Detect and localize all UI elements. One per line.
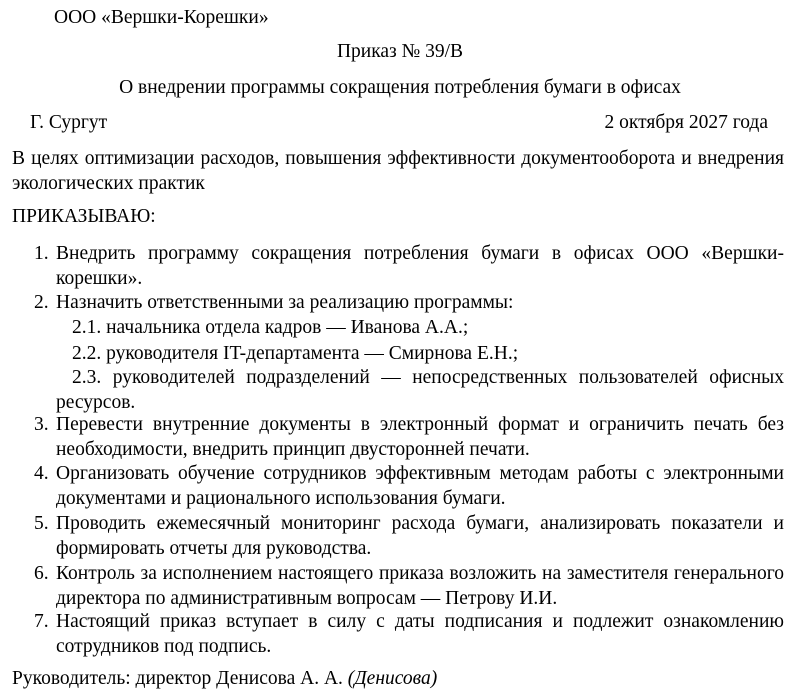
item-number: 7. bbox=[34, 611, 49, 632]
list-item bbox=[0, 290, 800, 315]
list-item bbox=[0, 461, 800, 511]
item-text: Контроль за исполнением настоящего приказа возложить на заместителя генерального директора по административным вопросам — Петрову И.И. bbox=[56, 563, 784, 609]
item-number: 4. bbox=[34, 463, 49, 484]
company-name: ООО «Вершки-Корешки» bbox=[54, 7, 269, 28]
subitem: 2.3. руководителей подразделений — непосредственных пользователей офисных ресурсов. bbox=[56, 367, 784, 413]
list-item bbox=[0, 561, 800, 611]
list-item bbox=[0, 511, 800, 561]
item-text: Организовать обучение сотрудников эффективным методам работы с электронными документами и рационального использования бумаги. bbox=[56, 463, 784, 509]
list-item bbox=[0, 412, 800, 462]
item-number: 3. bbox=[34, 414, 49, 435]
item-text: Настоящий приказ вступает в силу с даты подписания и подлежит ознакомлению сотрудников под подпись. bbox=[56, 611, 784, 657]
handwritten-signature: (Денисова) bbox=[347, 668, 438, 689]
order-subject: О внедрении программы сокращения потребления бумаги в офисах bbox=[119, 77, 681, 98]
order-title: Приказ № 39/В bbox=[336, 41, 464, 62]
list-item bbox=[0, 609, 800, 659]
list-item bbox=[0, 241, 800, 291]
item-text: Назначить ответственными за реализацию программы: bbox=[56, 292, 514, 313]
signature-label: Руководитель: директор Денисова А. А. bbox=[12, 668, 343, 689]
item-number: 2. bbox=[34, 292, 49, 313]
subitem: 2.2. руководителя IT-департамента — Смирнова Е.Н.; bbox=[72, 343, 519, 364]
subitem: 2.1. начальника отдела кадров — Иванова А.А.; bbox=[72, 317, 469, 338]
item-number: 1. bbox=[34, 243, 49, 264]
signature-line bbox=[12, 667, 437, 691]
item-text: Проводить ежемесячный мониторинг расхода бумаги, анализировать показатели и формировать отчеты для руководства. bbox=[56, 513, 784, 559]
order-word: ПРИКАЗЫВАЮ: bbox=[12, 206, 156, 227]
item-number: 6. bbox=[34, 563, 49, 584]
item-text: Перевести внутренние документы в электронный формат и ограничить печать без необходимости, внедрить принцип двусторонней печати. bbox=[56, 414, 784, 460]
item-text: Внедрить программу сокращения потребления бумаги в офисах ООО «Вершки-корешки». bbox=[56, 243, 784, 289]
city: Г. Сургут bbox=[30, 112, 108, 133]
item-number: 5. bbox=[34, 513, 49, 534]
preamble: В целях оптимизации расходов, повышения эффективности документооборота и внедрения экологических практик bbox=[12, 148, 784, 194]
order-date: 2 октября 2027 года bbox=[604, 112, 768, 133]
